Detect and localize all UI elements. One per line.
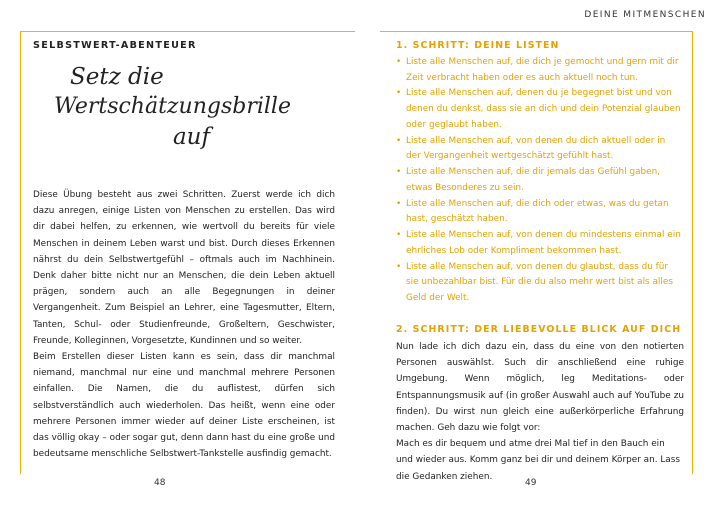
left-body-text [33, 187, 335, 462]
step2-paragraph: Nun lade ich dich dazu ein, dass du eine von den notierten Personen auswählst. Such dir anschließend eine ruhige Umgebung. Wenn möglich, leg Meditations- oder Entspannungsmusik auf (in großer Auswahl auch auf YouTube zu finden). Du wirst nun gleich eine außerkörperliche Erfahrung machen. Geh dazu wie folgt vor: [396, 342, 684, 434]
left-paragraph: Diese Übung besteht aus zwei Schritten. Zuerst werde ich dich dazu anregen, einige Listen von Menschen zu erstellen. Das wird dir dabei helfen, zu erkennen, wie wertvoll du bereits für viele Menschen in deinem Leben warst und bist. Durch dieses Erkennen nährst du dein Selbstwertgefühl – oftmals auch im Nachhinein. Denk daher bitte nicht nur an Menschen, die dein Leben aktuell prägen, sondern auch an alle Begegnungen in deiner Vergangenheit. Zum Beispiel an Lehrer, eine Tagesmutter, Eltern, Tanten, Schul- oder Studienfreunde, Großeltern, Geschwister, Freunde, Kolleginnen, Vorgesetzte, Kundinnen und so weiter. [33, 190, 335, 346]
title-line-3: auf [172, 124, 210, 150]
step1-list [396, 55, 682, 307]
list-item: • Liste alle Menschen auf, die dich oder etwas, was du getan hast, geschätzt haben. [396, 197, 682, 228]
step2-paragraph: Mach es dir bequem und atme drei Mal tief in den Bauch ein und wieder aus. Komm ganz bei dir und deinem Körper an. Lass die Gedanken ziehen. [396, 439, 680, 482]
list-item: • Liste alle Menschen auf, die dich je gemocht und gern mit dir Zeit verbracht haben oder es auch aktuell noch tun. [396, 55, 682, 86]
list-item: • Liste alle Menschen auf, von denen du dich aktuell oder in der Vergangenheit wertgeschätzt gefühlt hast. [396, 134, 682, 165]
running-head: DEINE MITMENSCHEN [584, 10, 706, 20]
right-page [360, 0, 720, 516]
section-label: SELBSTWERT-ABENTEUER [33, 40, 197, 51]
list-item: • Liste alle Menschen auf, von denen du glaubst, dass du für sie unbezahlbar bist. Für die du also mehr wert bist als alles Geld der Welt. [396, 260, 682, 307]
list-item: • Liste alle Menschen auf, die dir jemals das Gefühl gaben, etwas Besonderes zu sein. [396, 165, 682, 196]
step2-heading: 2. SCHRITT: DER LIEBEVOLLE BLICK AUF DICH [396, 324, 682, 335]
title-line-1: Setz die [70, 64, 164, 90]
page-number-left: 48 [154, 478, 166, 488]
list-item: • Liste alle Menschen auf, von denen du mindestens einmal ein ehrliches Lob oder Kompliment bekommen hast. [396, 228, 682, 259]
title-line-2: Wertschätzungsbrille [54, 94, 291, 119]
script-title [54, 62, 291, 152]
page-number-right: 49 [525, 478, 537, 488]
left-paragraph: Beim Erstellen dieser Listen kann es sein, dass dir manchmal niemand, manchmal nur eine und manchmal mehrere Personen einfallen. Die Namen, die du auflistest, dürfen sich selbstverständlich auch wiederholen. Das heißt, wenn eine oder mehrere Personen immer wieder auf deiner Liste erscheinen, ist das völlig okay – oder sogar gut, denn dann hast du eine große und bedeutsame menschliche Selbstwert-Tankstelle ausfindig gemacht. [33, 352, 335, 460]
step1-heading: 1. SCHRITT: DEINE LISTEN [396, 40, 560, 51]
step2-body-text [396, 339, 684, 485]
list-item: • Liste alle Menschen auf, denen du je begegnet bist und von denen du denkst, dass sie an dich und dein Potenzial glauben oder geglaubt haben. [396, 86, 682, 133]
